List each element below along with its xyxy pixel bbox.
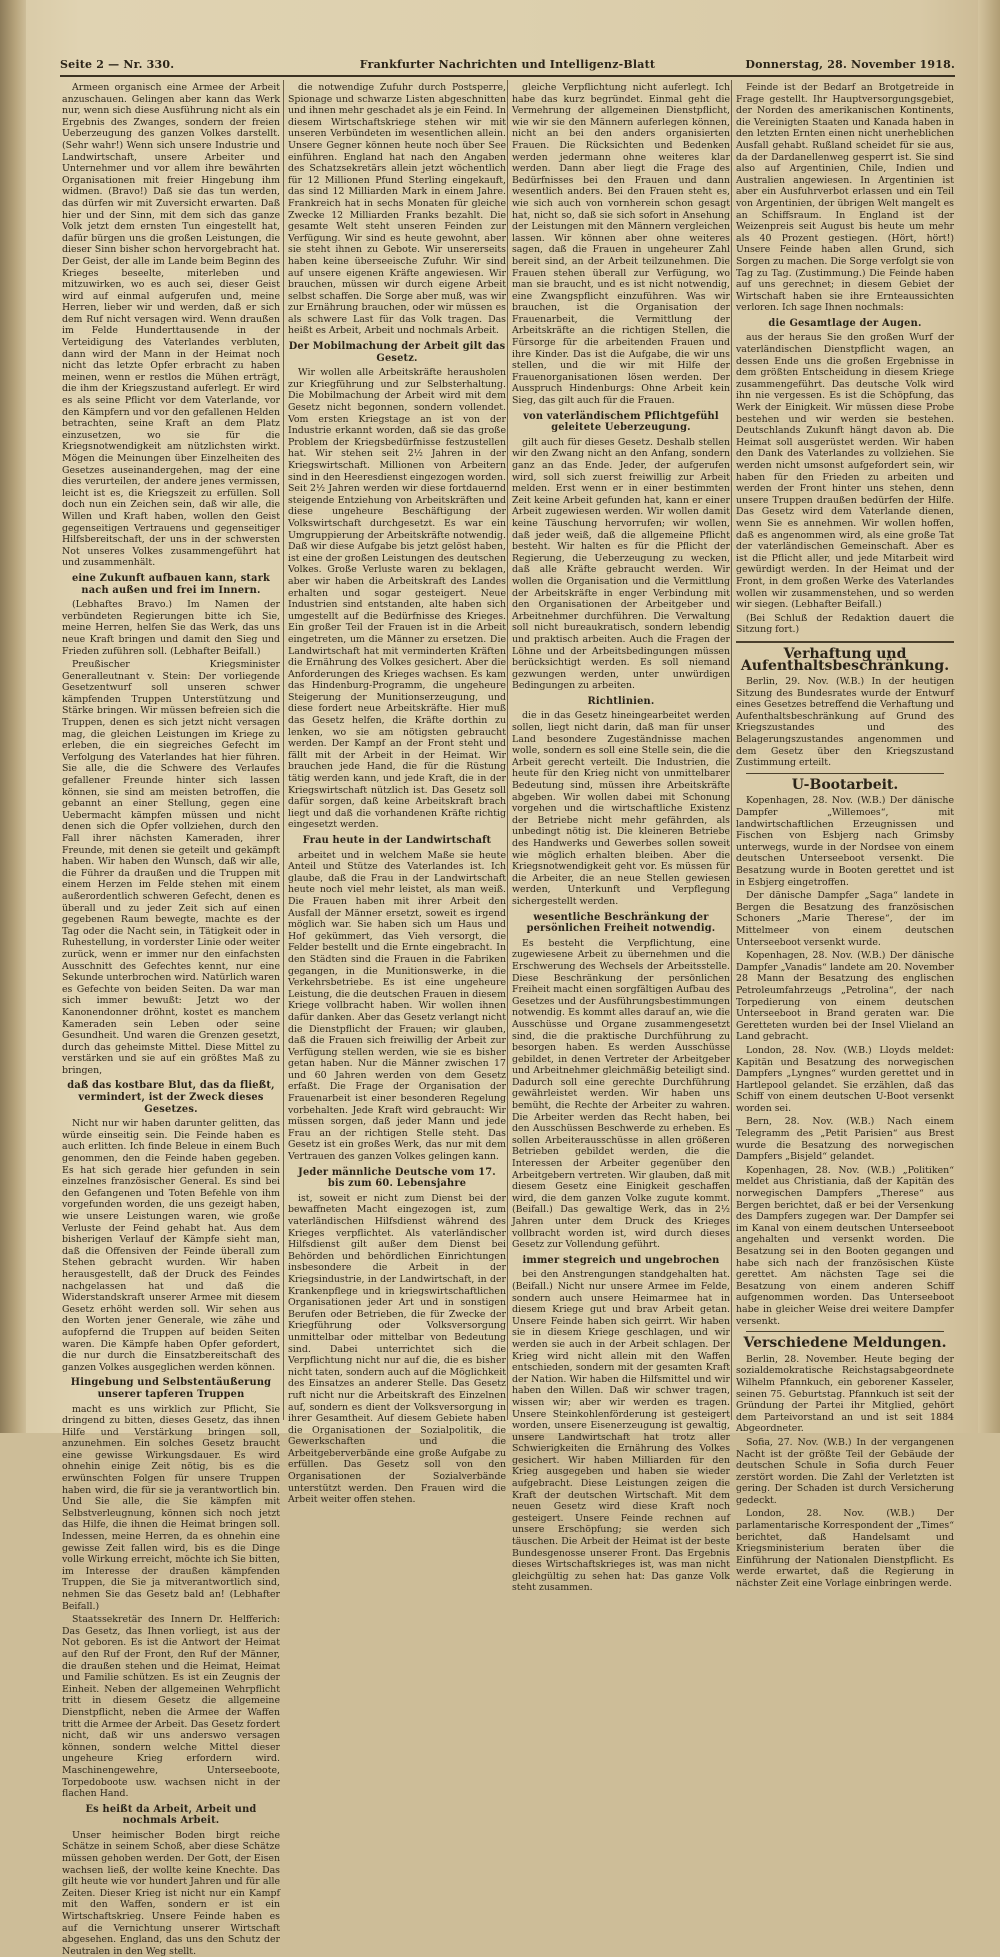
subheading: Frau heute in der Landwirtschaft [302,835,492,846]
paragraph: gilt auch für dieses Gesetz. Deshalb stellen wir den Zwang nicht an den Anfang, sondern ganz an das Ende. Jeder, der aufgerufen wird, soll sich zuerst freiwillig zur Arbeit melden. Erst wenn er in einer bestimmten Zeit keine Arbeit gefunden hat, kann er einer Arbeit zugewiesen werden. Wir wollen damit keine Täuschung hervorrufen; wir wollen, daß jeder weiß, daß die allgemeine Pflicht besteht. Wir halten es für die Pflicht der Regierung, die Ueberzeugung zu wecken, daß alle Kräfte gebraucht werden. Wir wollen die Organisation und die Vermittlung der Arbeitskräfte in enger Verbindung mit den Organisationen der Arbeitgeber und Arbeitnehmer durchführen. Die Verwaltung soll nicht bureaukratisch, sondern lebendig und praktisch arbeiten. Auch die Fragen der Löhne und der Arbeitsbedingungen müssen berücksichtigt werden. Es soll niemand gezwungen werden, unter unwürdigen Bedingungen zu arbeiten. [512,436,730,692]
paragraph: Bern, 28. Nov. (W.B.) Nach einem Telegramm des „Petit Parisien“ aus Brest wurde die Besatzung des norwegischen Dampfers „Bisjeld“ gelandet. [736,1116,954,1163]
paragraph: Es besteht die Verpflichtung, eine zugewiesene Arbeit zu übernehmen und die Erschwerung des Wechsels der Arbeitsstelle. Diese Beschränkung der persönlichen Freiheit macht einen sorgfältigen Aufbau des Gesetzes und der Ausführungsbestimmungen notwendig. Es kommt alles darauf an, wie die Ausschüsse und Organe zusammengesetzt sind, die die praktische Durchführung zu besorgen haben. Es werden Ausschüsse gebildet, in denen Vertreter der Arbeitgeber und Arbeitnehmer gleichmäßig beteiligt sind. Dadurch soll eine gerechte Durchführung gewährleistet werden. Wir haben uns bemüht, die Rechte der Arbeiter zu wahren. Die Arbeiter werden das Recht haben, bei den Ausschüssen Beschwerde zu erheben. Es sollen Arbeiterausschüsse in allen größeren Betrieben gebildet werden, die die Interessen der Arbeiter gegenüber den Arbeitgebern vertreten. Wir glauben, daß mit diesem Gesetz eine Einigkeit geschaffen wird, die dem ganzen Volke zugute kommt. (Beifall.) Das gewaltige Werk, das in 2½ Jahren unter dem Druck des Krieges vollbracht worden ist, wird durch dieses Gesetz zur Vollendung geführt. [512,937,730,1251]
paragraph: die notwendige Zufuhr durch Postsperre, Spionage und schwarze Listen abgeschnitten und ihnen mehr geschadet als je ein Feind. In diesem Wirtschaftskriege stehen wir mit unseren Verbündeten im wesentlichen allein. Unsere Gegner können heute noch über See einführen. England hat nach den Angaben des Schatzsekretärs allein jetzt wöchentlich für 12 Millionen Pfund Sterling eingekauft, das sind 12 Milliarden Mark in einem Jahre. Frankreich hat in sechs Monaten für gleiche Zwecke 12 Milliarden Franks bezahlt. Die gesamte Welt steht unseren Feinden zur Verfügung. Wir sind es heute gewohnt, aber sie steht ihnen zu Gebote. Wir unsererseits haben keine überseeische Zufuhr. Wir sind auf unsere eigenen Kräfte angewiesen. Wir brauchen, müssen wir durch eigene Arbeit selbst schaffen. Die Sorge aber muß, was wir zur Ernährung brauchen, oder wir müssen es als schwere Last für das Volk tragen. Das heißt es Arbeit, Arbeit und nochmals Arbeit. [288,82,506,337]
paragraph: London, 28. Nov. (W.B.) Der parlamentarische Korrespondent der „Times“ berichtet, daß Handelsamt und Kriegsministerium beraten über die Einführung der Nationalen Dienstpflicht. Es werde erwartet, daß die Regierung in nächster Zeit eine Vorlage einbringen werde. [736,1508,954,1590]
column-separator [283,80,284,1420]
column-1 [62,82,280,1957]
subheading: die Gesamtlage der Augen. [768,317,922,329]
paragraph: Staatssekretär des Innern Dr. Helfferich: Das Gesetz, das Ihnen vorliegt, ist aus der Not geboren. Es ist die Antwort der Heimat auf den Ruf der Front, den Ruf der Männer, die draußen stehen und die Heimat, Heimat und Familie schützen. Es ist ein Zeugnis der Einheit. Neben der allgemeinen Wehrpflicht tritt in diesem Gesetz die allgemeine Dienstpflicht, neben die Armee der Waffen tritt die Armee der Arbeit. Das Gesetz fordert nicht, daß wir uns anderswo versagen können, sondern welche Mittel dieser ungeheure Krieg erfordern wird. Maschinengewehre, Unterseeboote, Torpedoboote usw. wachsen nicht in der flachen Hand. [62,1614,280,1800]
paragraph: Berlin, 29. Nov. (W.B.) In der heutigen Sitzung des Bundesrates wurde der Entwurf eines Gesetzes betreffend die Verhaftung und Aufenthaltsbeschränkung auf Grund des Kriegszustandes und des Belagerungszustandes angenommen und dem Gesetz über den Kriegszustand Zustimmung erteilt. [736,676,954,769]
paragraph: (Lebhaftes Bravo.) Im Namen der verbündeten Regierungen bitte ich Sie, meine Herren, helfen Sie das Werk, das uns neue Kraft bringen und damit den Sieg und Frieden zuführen soll. (Lebhafter Beifall.) [62,599,280,657]
section-heading: Verhaftung und Aufenthaltsbeschränkung. [740,645,950,674]
paragraph: Unser heimischer Boden birgt reiche Schätze in seinem Schoß, aber diese Schätze müssen gehoben werden. Der Gott, der Eisen wachsen ließ, der wollte keine Knechte. Das gilt heute wie vor hundert Jahren und für alle Zeiten. Dieser Krieg ist nicht nur ein Kampf mit den Waffen, sondern er ist ein Wirtschaftskrieg. Unsere Feinde haben es auf die Vernichtung unserer Wirtschaft abgesehen. England, das uns den Schutz der Neutralen in den Weg stellt. [62,1829,280,1957]
paragraph: London, 28. Nov. (W.B.) Lloyds meldet: Kapitän und Besatzung des norwegischen Dampfers „Lyngnes“ wurden gerettet und in Hartlepool gelandet. Sie erzählen, daß das Schiff von einem deutschen U-Boot versenkt worden sei. [736,1044,954,1114]
paragraph: (Bei Schluß der Redaktion dauert die Sitzung fort.) [736,612,954,636]
paragraph: gleiche Verpflichtung nicht auferlegt. Ich habe das kurz begründet. Einmal geht die Vermehrung der allgemeinen Dienstpflicht, wie wir sie den Männern auferlegen können, nicht an bei den anders organisierten Frauen. Die Rücksichten und Bedenken werden jedermann ohne weiteres klar werden. Dann aber liegt die Frage des Bedürfnisses bei den Frauen und dann wesentlich anders. Bei den Frauen steht es, wie sich auch von vornherein schon gesagt hat, nicht so, daß sie sich sofort in Ansehung der Leistungen mit den Männern vergleichen lassen. Wir können aber ohne weiteres sagen, daß die Frauen in ungeheurer Zahl bereit sind, an der Arbeit teilzunehmen. Die Frauen stehen überall zur Verfügung, wo man sie braucht, und es ist nicht notwendig, eine Zwangspflicht einzuführen. Was wir brauchen, ist die Organisation der Frauenarbeit, die Vermittlung der Arbeitskräfte an die richtigen Stellen, die Fürsorge für die arbeitenden Frauen und ihre Kinder. Das ist die Aufgabe, die wir uns stellen, und die wir mit Hilfe der Frauenorganisationen lösen werden. Der Ausspruch Hindenburgs: Ohne Arbeit kein Sieg, das gilt auch für die Frauen. [512,82,730,407]
paragraph: macht es uns wirklich zur Pflicht, Sie dringend zu bitten, dieses Gesetz, das ihnen Hilfe und Verstärkung bringen soll, anzunehmen. Ein solches Gesetz braucht eine gewisse Wirkungsdauer. Es wird ohnehin einige Zeit nötig, bis es die erwünschten Folgen für unsere Truppen haben wird, die für sie ja verantwortlich bin. Und Sie alle, die Sie kämpfen mit Selbstverleugnung, können sich noch jetzt das Hilfe, die ihnen die Heimat bringen soll. Indessen, meine Herren, da es ohnehin eine gewisse Zeit fallen wird, bis es die Dinge volle Wirkung erreicht, möchte ich Sie bitten, im Interesse der draußen kämpfenden Truppen, die Sie ja mitverantwortlich sind, nehmen Sie das Gesetz bald an! (Lebhafter Beifall.) [62,1403,280,1612]
header-rule [60,75,955,77]
paragraph: Kopenhagen, 28. Nov. (W.B.) Der dänische Dampfer „Willemoes“, mit landwirtschaftlichen Erzeugnissen und Fischen von Esbjerg nach Grimsby unterwegs, wurde in der Nordsee von einem deutschen Unterseeboot versenkt. Die Besatzung wurde in Booten gerettet und ist in Esbjerg eingetroffen. [736,795,954,888]
paragraph: Preußischer Kriegsminister Generalleutnant v. Stein: Der vorliegende Gesetzentwurf soll unseren schwer kämpfenden Truppen Unterstützung und Stärke bringen. Wir müssen befreien sich die Truppen, denen es sich jetzt nicht versagen mag, die gleichen Leistungen im Kriege zu erleben, die ein siegreiches Gefecht im Verfolgung des Vaterlandes hat hier führen. Sie alle, die die Schwere des Verlaufes gefallener Freunde hinter sich lassen können, sie sind am meisten betroffen, die gebannt an einer Stellung, gegen eine Uebermacht kämpfen müssen und nicht denen sich die Opfer vollziehen, durch den Fall ihrer nächsten Kameraden, ihrer Freunde, mit denen sie geteilt und gekämpft haben. Wir haben den Wunsch, daß wir alle, die Führer da draußen und die Truppen mit einem Herzen im Felde stehen mit einem außerordentlich schweren Gefecht, denen es überall und zu jeder Zeit sich auf einen gegebenen Raum bewegte, machte es der Tag oder die Nacht sein, in Tätigkeit oder in Ruhestellung, in vorderster Linie oder weiter zurück, wenn er immer nur den einfachsten Ausschnitt des Gefechtes kennt, nur eine Sekunde unterbrochen wird. Natürlich waren es Gefechte von beiden Seiten. Da war man sich immer bewußt: Jetzt wo der Kanonendonner dröhnt, kostet es manchem Kameraden sein Leben oder seine Gesundheit. Und waren die Grenzen gesetzt, durch das geheimste Mittel. Diese Mittel zu verstärken und sie auf ein größtes Maß zu bringen, [62,659,280,1076]
subheading: Richtlinien. [587,695,655,707]
column-separator [731,80,732,1420]
paragraph: arbeitet und in welchem Maße sie heute Anteil und Stütze des Vaterlandes ist. Ich glaube, daß die Frau in der Landwirtschaft heute noch viel mehr leistet, als man weiß. Die Frauen haben mit ihrer Arbeit den Ausfall der Männer ersetzt, soweit es irgend möglich war. Sie haben sich um Haus und Hof gekümmert, das Vieh versorgt, die Felder bestellt und die Ernte eingebracht. In den Städten sind die Frauen in die Fabriken gegangen, in die Munitionswerke, in die Verkehrsbetriebe. Es ist eine ungeheure Leistung, die die deutschen Frauen in diesem Kriege vollbracht haben. Wir wollen ihnen dafür danken. Aber das Gesetz verlangt nicht die Dienstpflicht der Frauen; wir glauben, daß die Frauen sich freiwillig der Arbeit zur Verfügung stellen werden, wie sie es bisher getan haben. Nur die Männer zwischen 17 und 60 Jahren werden von dem Gesetz erfaßt. Die Frage der Organisation der Frauenarbeit ist einer besonderen Regelung vorbehalten. Jede Kraft wird gebraucht: Wir müssen sorgen, daß jeder Mann und jede Frau an der richtigen Stelle steht. Das Gesetz ist ein großes Werk, das nur mit dem Vertrauen des ganzen Volkes gelingen kann. [288,849,506,1163]
column-3 [512,82,730,1594]
newspaper-title: Frankfurter Nachrichten und Intelligenz-Blatt [359,58,656,71]
subheading: Jeder männliche Deutsche vom 17. bis zum 60. Lebensjahre [298,1166,496,1190]
paragraph: aus der heraus Sie den großen Wurf der vaterländischen Dienstpflicht wagen, an dessen Ende uns die großen Ergebnisse in dem größten Entscheidung in diesem Kriege zusammengeführt. Das deutsche Volk wird ihn nie vergessen. Es ist die Schöpfung, das Werk der Einigkeit. Wir müssen diese Probe bestehen und wir werden sie bestehen. Deutschlands Zukunft hängt davon ab. Die Heimat soll ausgerüstet werden. Wir haben den Dank des Vaterlandes zu vollziehen. Sie werden nicht umsonst aufgefordert sein, wir haben für den Frieden zu arbeiten und werden der Front hinter uns stehen, denn unsere Truppen draußen bedürfen der Hilfe. Das Gesetz wird dem Vaterlande dienen, wenn Sie es annehmen. Wir wollen hoffen, daß es angenommen wird, als eine große Tat der vaterländischen Gemeinschaft. Aber es ist die Pflicht aller, und jede Mitarbeit wird gewürdigt werden. In der Heimat und der Front, in dem großen Werke des Vaterlandes wollen wir zusammenstehen, und so werden wir siegen. (Lebhafter Beifall.) [736,332,954,611]
paragraph: ist, soweit er nicht zum Dienst bei der bewaffneten Macht eingezogen ist, zum vaterländischen Hilfsdienst während des Krieges verpflichtet. Als vaterländischer Hilfsdienst gilt außer dem Dienst bei Behörden und behördlichen Einrichtungen insbesondere die Arbeit in der Kriegsindustrie, in der Landwirtschaft, in der Krankenpflege und in kriegswirtschaftlichen Organisationen jeder Art und in sonstigen Berufen oder Betrieben, die für Zwecke der Kriegführung oder Volksversorgung unmittelbar oder mittelbar von Bedeutung sind. Dabei unterrichtet sich die Verpflichtung nicht nur auf die, die es bisher nicht taten, sondern auch auf die Möglichkeit des Einsatzes an anderer Stelle. Das Gesetz ruft nicht nur die Arbeitskraft des Einzelnen auf, sondern es dient der Volksversorgung in ihrer Gesamtheit. Auf diesem Gebiete haben die Organisationen der Sozialpolitik, die Gewerkschaften und die Arbeitgeberverbände eine große Aufgabe zu erfüllen. Das Gesetz soll von den Organisationen der Sozialverbände unterstützt werden. Den Frauen wird die Arbeit weiter offen stehen. [288,1192,506,1506]
paragraph: die in das Gesetz hineingearbeitet werden sollen, liegt nicht darin, daß man für unser Land besondere Zugeständnisse machen wolle, sondern es soll eine Stelle sein, die die Arbeit gerecht verteilt. Die Industrien, die heute für den Krieg nicht von unmittelbarer Bedeutung sind, müssen ihre Arbeitskräfte abgeben. Wir wollen dabei mit Schonung vorgehen und die wirtschaftliche Existenz der Betriebe nicht mehr gefährden, als unbedingt nötig ist. Die kleineren Betriebe des Handwerks und Gewerbes sollen soweit wie möglich erhalten bleiben. Aber die Kriegsnotwendigkeit geht vor. Es müssen für die Arbeiter, die an neue Stellen gewiesen werden, Unterkunft und Verpflegung sichergestellt werden. [512,710,730,907]
subheading: eine Zukunft aufbauen kann, stark nach außen und frei im Innern. [71,572,271,596]
subheading: wesentliche Beschränkung der persönlichen Freiheit notwendig. [526,911,716,935]
column-separator [507,80,508,1420]
subheading: daß das kostbare Blut, das da fließt, vermindert, ist der Zweck dieses Gesetzes. [67,1080,275,1115]
paragraph: Der dänische Dampfer „Saga“ landete in Bergen die Besatzung des französischen Schoners „Marie Therese“, der im Mittelmeer von einem deutschen Unterseeboot versenkt wurde. [736,890,954,948]
paragraph: Sofia, 27. Nov. (W.B.) In der vergangenen Nacht ist der größte Teil der Gebäude der deutschen Schule in Sofia durch Feuer zerstört worden. Die Zahl der Verletzten ist gering. Der Schaden ist durch Versicherung gedeckt. [736,1436,954,1506]
paragraph: bei den Anstrengungen standgehalten hat. (Beifall.) Nicht nur unsere Armee im Felde, sondern auch unsere Heimarmee hat in diesem Kriege gut und brav Arbeit getan. Unsere Feinde haben sich geirrt. Wir haben sie in diesem Kriege geschlagen, und wir werden sie auch in der Arbeit schlagen. Der Krieg wird nicht allein mit den Waffen entschieden, sondern mit der gesamten Kraft der Nation. Wir haben die Hilfsmittel und wir haben den Willen. Daß wir schwer tragen, wissen wir; aber wir werden es tragen. Unsere Steinkohlenförderung ist gesteigert worden, unsere Eisenerzeugung ist gewaltig, unsere Landwirtschaft hat trotz aller Schwierigkeiten die Ernährung des Volkes gesichert. Wir haben Milliarden für den Krieg ausgegeben und haben sie wieder aufgebracht. Diese Leistungen zeigen die Kraft der deutschen Wirtschaft. Mit dem neuen Gesetz wird diese Kraft noch gesteigert. Unsere Feinde rechnen auf unsere Erschöpfung; sie werden sich täuschen. Die Arbeit der Heimat ist der beste Bundesgenosse unserer Front. Das Ergebnis dieses Wirtschaftskrieges ist, was man nicht gleichgültig zu sehen hat: Das ganze Volk steht zusammen. [512,1269,730,1594]
paragraph: Nicht nur wir haben darunter gelitten, das würde einseitig sein. Die Feinde haben es auch erlitten. Ich finde Beleue in einem Buch genommen, den die Feinde haben gegeben. Es hat sich gerade hier gefunden in sein einzelnes französischer General. Es sind bei den Gefangenen und Toten Befehle von ihm vorgefunden worden, die uns gezeigt haben, wie unsere Leistungen waren, wie große Verluste der Feind gehabt hat. Aus dem bisherigen Verlauf der Kämpfe sieht man, daß die Offensiven der Feinde überall zum Stehen gebracht wurden. Wir haben herausgestellt, daß der Druck des Feindes nachgelassen hat und daß die Widerstandskraft unserer Armee mit diesem Gesetz erhöht werden soll. Wir sehen aus den Worten jener Generale, wie zähe und aufopfernd die Truppen auf beiden Seiten waren. Die Kämpfe haben Opfer gefordert, die nur durch die Einsatzbereitschaft des ganzen Volkes ausgeglichen werden können. [62,1118,280,1373]
section-heading: U-Bootarbeit. [791,776,899,793]
section-divider [736,641,954,643]
page-number: Seite 2 — Nr. 330. [60,58,175,71]
paragraph: Kopenhagen, 28. Nov. (W.B.) „Politiken“ meldet aus Christiania, daß der Kapitän des norwegischen Dampfers „Therese“ aus Bergen berichtet, daß er bei der Versenkung des Dampfers zugegen war. Der Dampfer sei im Kanal von einem deutschen Unterseeboot angehalten und versenkt worden. Die Besatzung sei in den Booten gegangen und habe sich nach der französischen Küste gerettet. Am nächsten Tage sei die Besatzung von einem anderen Schiff aufgenommen worden. Das Unterseeboot habe in gleicher Weise drei weitere Dampfer versenkt. [736,1164,954,1327]
column-2 [288,82,507,1506]
paragraph: Kopenhagen, 28. Nov. (W.B.) Der dänische Dampfer „Vanadis“ landete am 20. November 28 Mann der Besatzung des englischen Petroleumfahrzeugs „Petrolina“, der nach Torpedierung von einem deutschen Unterseeboot in Brand geraten war. Die Geretteten wurden bei der Insel Vlieland an Land gebracht. [736,950,954,1043]
paragraph: Feinde ist der Bedarf an Brotgetreide in Frage gestellt. Ihr Hauptversorgungsgebiet, der Norden des amerikanischen Kontinents, die Vereinigten Staaten und Kanada haben in den letzten Ernten einen nicht unerheblichen Ausfall gehabt. Rußland scheidet für sie aus, da der Dardanellenweg gesperrt ist. Sie sind also auf Argentinien, Chile, Indien und Australien angewiesen. In Argentinien ist aber ein Ausfuhrverbot erlassen und ein Teil von Argentinien, der übrigen Welt mangelt es an Schiffsraum. In England ist der Weizenpreis seit August bis heute um mehr als 40 Prozent gestiegen. (Hört, hört!) Unsere Feinde haben allen Grund, sich Sorgen zu machen. Die Sorge verfolgt sie von Tag zu Tag. (Zustimmung.) Die Feinde haben auf uns gerechnet; in diesem Gebiet der Wirtschaft haben sie ihre Ernteaussichten verloren. Ich sage Ihnen nochmals: [736,82,955,314]
column-4 [736,82,955,1590]
section-heading: Verschiedene Meldungen. [743,1335,947,1352]
paragraph: Armeen organisch eine Armee der Arbeit anzuschauen. Gelingen aber kann das Werk nur, wenn sich diese Ausführung nicht als ein Ergebnis des Zwanges, sondern der freien Ueberzeugung des ganzen Volkes darstellt. (Sehr wahr!) Wenn sich unsere Industrie und Landwirtschaft, unsere Arbeiter und Unternehmer und vor allem ihre bewährten Organisationen mit freier Hingebung ihm widmen. (Bravo!) Daß sie das tun werden, das dürfen wir mit Zuversicht erwarten. Daß hier und der Sinn, mit dem sich das ganze Volk jetzt dem ernsten Tun eingestellt hat, dafür bürgen uns die großen Leistungen, die dieser Sinn bisher schon hervorgebracht hat. Der Geist, der alle im Lande beim Beginn des Krieges beseelte, miterleben und mitzuwirken, wo es auch sei, dieser Geist wird auf einmal aufgerufen und, meine Herren, lieber wir und werden, daß er sich dem Ruf nicht versagen wird. Wenn draußen im Felde Hunderttausende in der Verteidigung des Vaterlandes verbluten, dann wird der Mann in der Heimat noch nicht das letzte Opfer erbracht zu haben meinen, wenn er restlos die Mühen erträgt, die ihm der Kriegszustand auferlegt. Er wird es als seine Pflicht vor dem Vaterlande, vor den Kämpfern und vor den gefallenen Helden betrachten, seine Kraft an dem Platz einzusetzen, wo sie für die Kriegsnotwendigkeit am nützlichsten wirkt. Mögen die Meinungen über Einzelheiten des Gesetzes auseinandergehen, mag der eine dies verurteilen, der andere jenes vermissen, leicht ist es, die Kriegszeit zu erfüllen. Soll doch nun ein Zeichen sein, daß wir alle, die Willen und Kraft haben, wollen den Geist gegenseitigen Vertrauens und gegenseitiger Hilfsbereitschaft, der uns in der schwersten Not unseres Volkes zusammengeführt hat und zusammenhält. [62,82,280,569]
binding-gutter [0,0,26,1433]
page-edge [978,0,1000,1433]
paragraph: Berlin, 28. November. Heute beging der sozialdemokratische Reichstagsabgeordnete Wilhelm Pfannkuch, ein geborener Kasseler, seinen 75. Geburtstag. Pfannkuch ist seit der Gründung der Partei ihr Mitglied, gehört dem Parteivorstand an und ist seit 1884 Abgeordneter. [736,1353,954,1435]
subheading: Es heißt da Arbeit, Arbeit und nochmals Arbeit. [85,1803,257,1827]
page-header [60,58,955,76]
section-divider [746,773,944,774]
paragraph: Wir wollen alle Arbeitskräfte herausholen zur Kriegführung und zur Selbsterhaltung. Die Mobilmachung der Arbeit wird mit dem Gesetz nicht begonnen, sondern vollendet. Vom ersten Kriegstage an ist von der Industrie erkannt worden, daß sie das große Problem der Kriegsbedürfnisse festzustellen hat. Wir stehen seit 2½ Jahren in der Kriegswirtschaft. Millionen von Arbeitern sind in den Heeresdienst eingezogen worden. Seit 2½ Jahren werden wir diese fortdauernd steigende Entziehung von Arbeitskräften und diese ungeheure Beschäftigung der Volkswirtschaft durchgesetzt. Es war ein Umgruppierung der Arbeitskräfte notwendig. Daß wir diese Aufgabe bis jetzt gelöst haben, ist eine der großen Leistungen des deutschen Volkes. Große Verluste waren zu beklagen, aber wir haben die Arbeitskraft des Landes erhalten und sogar gesteigert. Neue Industrien sind entstanden, alte haben sich umgestellt auf die Bedürfnisse des Krieges. Ein großer Teil der Frauen ist in die Arbeit eingetreten, um die Männer zu ersetzen. Die Landwirtschaft hat mit verminderten Kräften die Ernährung des Volkes gesichert. Aber die Anforderungen des Krieges wachsen. Es kam das Hindenburg-Programm, die ungeheure Steigerung der Munitionserzeugung, und diese fordert neue Arbeitskräfte. Hier muß das Gesetz helfen, die Kräfte dorthin zu lenken, wo sie am nötigsten gebraucht werden. Der Kampf an der Front steht und fällt mit der Arbeit in der Heimat. Wir brauchen jede Hand, die für die Rüstung tätig werden kann, und jede Kraft, die in der Kriegswirtschaft nützlich ist. Das Gesetz soll dafür sorgen, daß keine Arbeitskraft brach liegt und daß die vorhandenen Kräfte richtig eingesetzt werden. [288,367,507,831]
section-divider [746,1331,944,1332]
subheading: von vaterländischem Pflichtgefühl geleitete Ueberzeugung. [523,410,719,434]
subheading: Der Mobilmachung der Arbeit gilt das Gesetz. [288,341,506,364]
subheading: Hingebung und Selbstentäußerung unserer tapferen Truppen [70,1377,272,1400]
subheading: immer stegreich und ungebrochen [522,1254,720,1266]
issue-date: Donnerstag, 28. November 1918. [745,58,955,71]
